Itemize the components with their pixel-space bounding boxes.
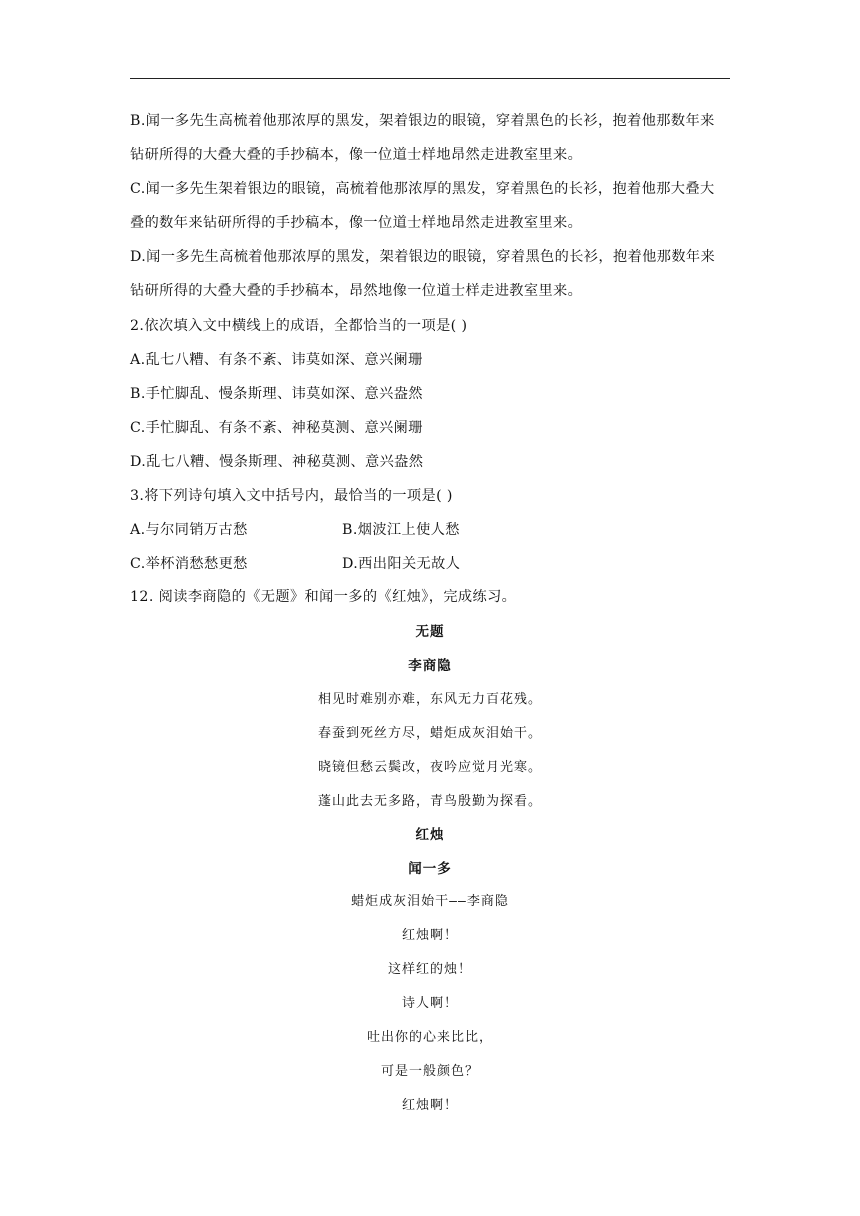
option-d <box>130 240 734 308</box>
question-3-option-a: A.与尔同销万古愁 <box>130 522 248 538</box>
option-c <box>130 172 734 240</box>
option-b-line-2: 钻研所得的大叠大叠的手抄稿本，像一位道士样地昂然走进教室里来。 <box>130 147 583 163</box>
question-2-option-c: C.手忙脚乱、有条不紊、神秘莫测、意兴阑珊 <box>130 420 423 436</box>
poem-2-line: 诗人啊！ <box>401 996 458 1011</box>
poem-1-author: 李商隐 <box>408 658 452 674</box>
poem-1-line: 晓镜但愁云鬓改，夜吟应觉月光寒。 <box>317 760 542 775</box>
poem-1-line: 春蚕到死丝方尽，蜡炬成灰泪始干。 <box>317 726 542 741</box>
question-3-option-c: C.举杯消愁愁更愁 <box>130 556 248 572</box>
poem-2-author: 闻一多 <box>408 861 452 877</box>
option-b-line-1: B.闻一多先生高梳着他那浓厚的黑发，架着银边的眼镜，穿着黑色的长衫，抱着他那数年来 <box>130 113 715 129</box>
poem-1-line: 蓬山此去无多路，青鸟殷勤为探看。 <box>317 794 542 809</box>
poem-2-line: 红烛啊！ <box>401 1098 458 1113</box>
option-d-line-2: 钻研所得的大叠大叠的手抄稿本，昂然地像一位道士样走进教室里来。 <box>130 283 583 299</box>
question-3-option-b: B.烟波江上使人愁 <box>342 522 460 538</box>
question-2-option-a: A.乱七八糟、有条不紊、讳莫如深、意兴阑珊 <box>130 352 423 368</box>
question-3-option-d: D.西出阳关无故人 <box>342 556 461 572</box>
option-d-line-1: D.闻一多先生高梳着他那浓厚的黑发，架着银边的眼镜，穿着黑色的长衫，抱着他那数年来 <box>130 249 716 265</box>
poem-2-epigraph: 蜡炬成灰泪始干——李商隐 <box>351 894 509 909</box>
option-b <box>130 104 734 172</box>
option-c-line-1: C.闻一多先生架着银边的眼镜，高梳着他那浓厚的黑发，穿着黑色的长衫，抱着他那大叠大 <box>130 181 715 197</box>
poem-2-title: 红烛 <box>415 827 445 843</box>
poem-1-line: 相见时难别亦难，东风无力百花残。 <box>317 692 542 707</box>
poem-2-line: 可是一般颜色？ <box>380 1064 479 1079</box>
poem-2-line: 红烛啊！ <box>401 928 458 943</box>
poem-2-line: 这样红的烛！ <box>387 962 472 977</box>
question-12-stem: 12. 阅读李商隐的《无题》和闻一多的《红烛》，完成练习。 <box>130 589 517 605</box>
question-2-option-b: B.手忙脚乱、慢条斯理、讳莫如深、意兴盎然 <box>130 386 423 402</box>
header-rule <box>130 78 730 79</box>
question-2-option-d: D.乱七八糟、慢条斯理、神秘莫测、意兴盎然 <box>130 454 424 470</box>
option-c-line-2: 叠的数年来钻研所得的手抄稿本，像一位道士样地昂然走进教室里来。 <box>130 215 583 231</box>
poem-2-line: 吐出你的心来比比， <box>366 1030 493 1045</box>
question-2-stem: 2.依次填入文中横线上的成语，全都恰当的一项是( ) <box>130 318 468 334</box>
poem-1-title: 无题 <box>415 624 445 640</box>
question-3-stem: 3.将下列诗句填入文中括号内，最恰当的一项是( ) <box>130 488 453 504</box>
